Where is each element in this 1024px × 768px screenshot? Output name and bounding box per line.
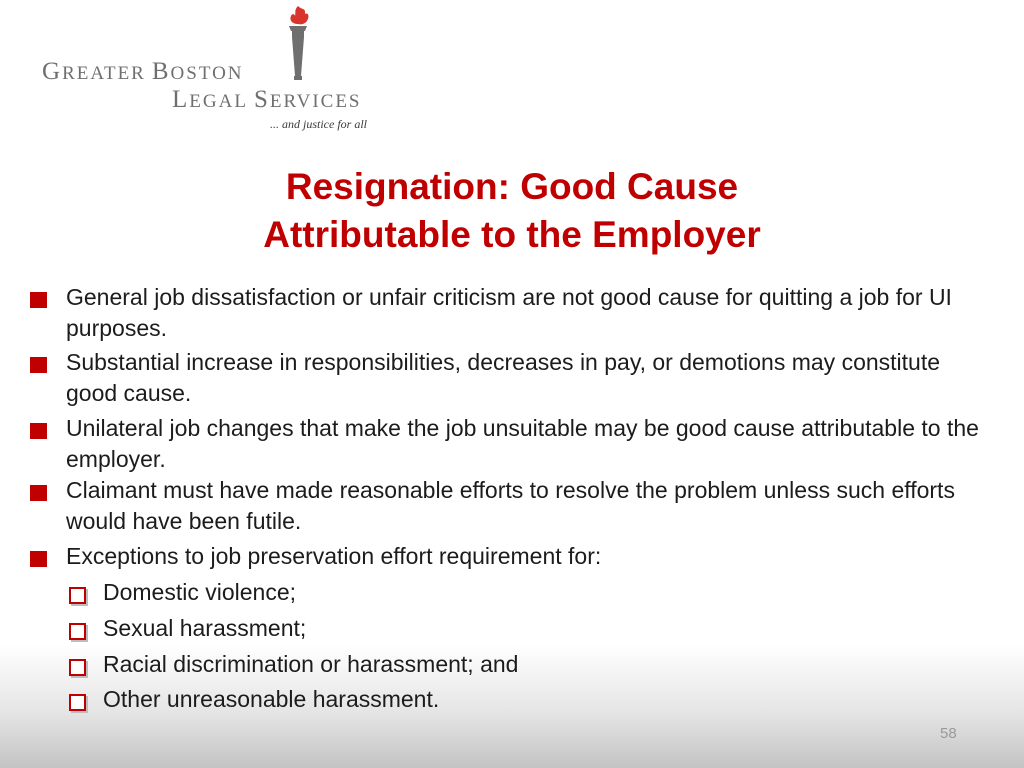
box-bullet-icon: [69, 694, 86, 711]
box-bullet-icon: [69, 659, 86, 676]
bullet-text: General job dissatisfaction or unfair criticism are not good cause for quitting a job for UI purposes.: [66, 284, 952, 341]
bullet-text: Substantial increase in responsibilities, decreases in pay, or demotions may constitute good cause.: [66, 349, 941, 406]
square-bullet-icon: [30, 357, 47, 373]
square-bullet-icon: [30, 551, 47, 567]
logo-tagline: ... and justice for all: [270, 117, 367, 131]
bullet-text: Claimant must have made reasonable efforts to resolve the problem unless such efforts would have been futile.: [66, 477, 955, 534]
sub-bullet-text: Other unreasonable harassment.: [103, 686, 440, 712]
bullet-text: Exceptions to job preservation effort requirement for:: [66, 543, 602, 569]
box-bullet-icon: [69, 623, 86, 640]
logo-wordmark-line1: GREATER BOSTON: [42, 58, 244, 85]
sub-bullet-text: Domestic violence;: [103, 579, 297, 605]
slide-title-line1: Resignation: Good Cause: [285, 166, 739, 207]
slide-title-line2: Attributable to the Employer: [263, 214, 761, 255]
bullet-text: Unilateral job changes that make the job unsuitable may be good cause attributable to the employer.: [66, 415, 979, 472]
square-bullet-icon: [30, 485, 47, 501]
sub-bullet-text: Sexual harassment;: [103, 615, 307, 641]
sub-bullet-text: Racial discrimination or harassment; and: [103, 651, 519, 677]
box-bullet-icon: [69, 587, 86, 604]
slide-page-number: 58: [940, 725, 957, 742]
square-bullet-icon: [30, 423, 47, 439]
square-bullet-icon: [30, 292, 47, 308]
logo-wordmark-line2: LEGAL SERVICES: [172, 86, 362, 113]
